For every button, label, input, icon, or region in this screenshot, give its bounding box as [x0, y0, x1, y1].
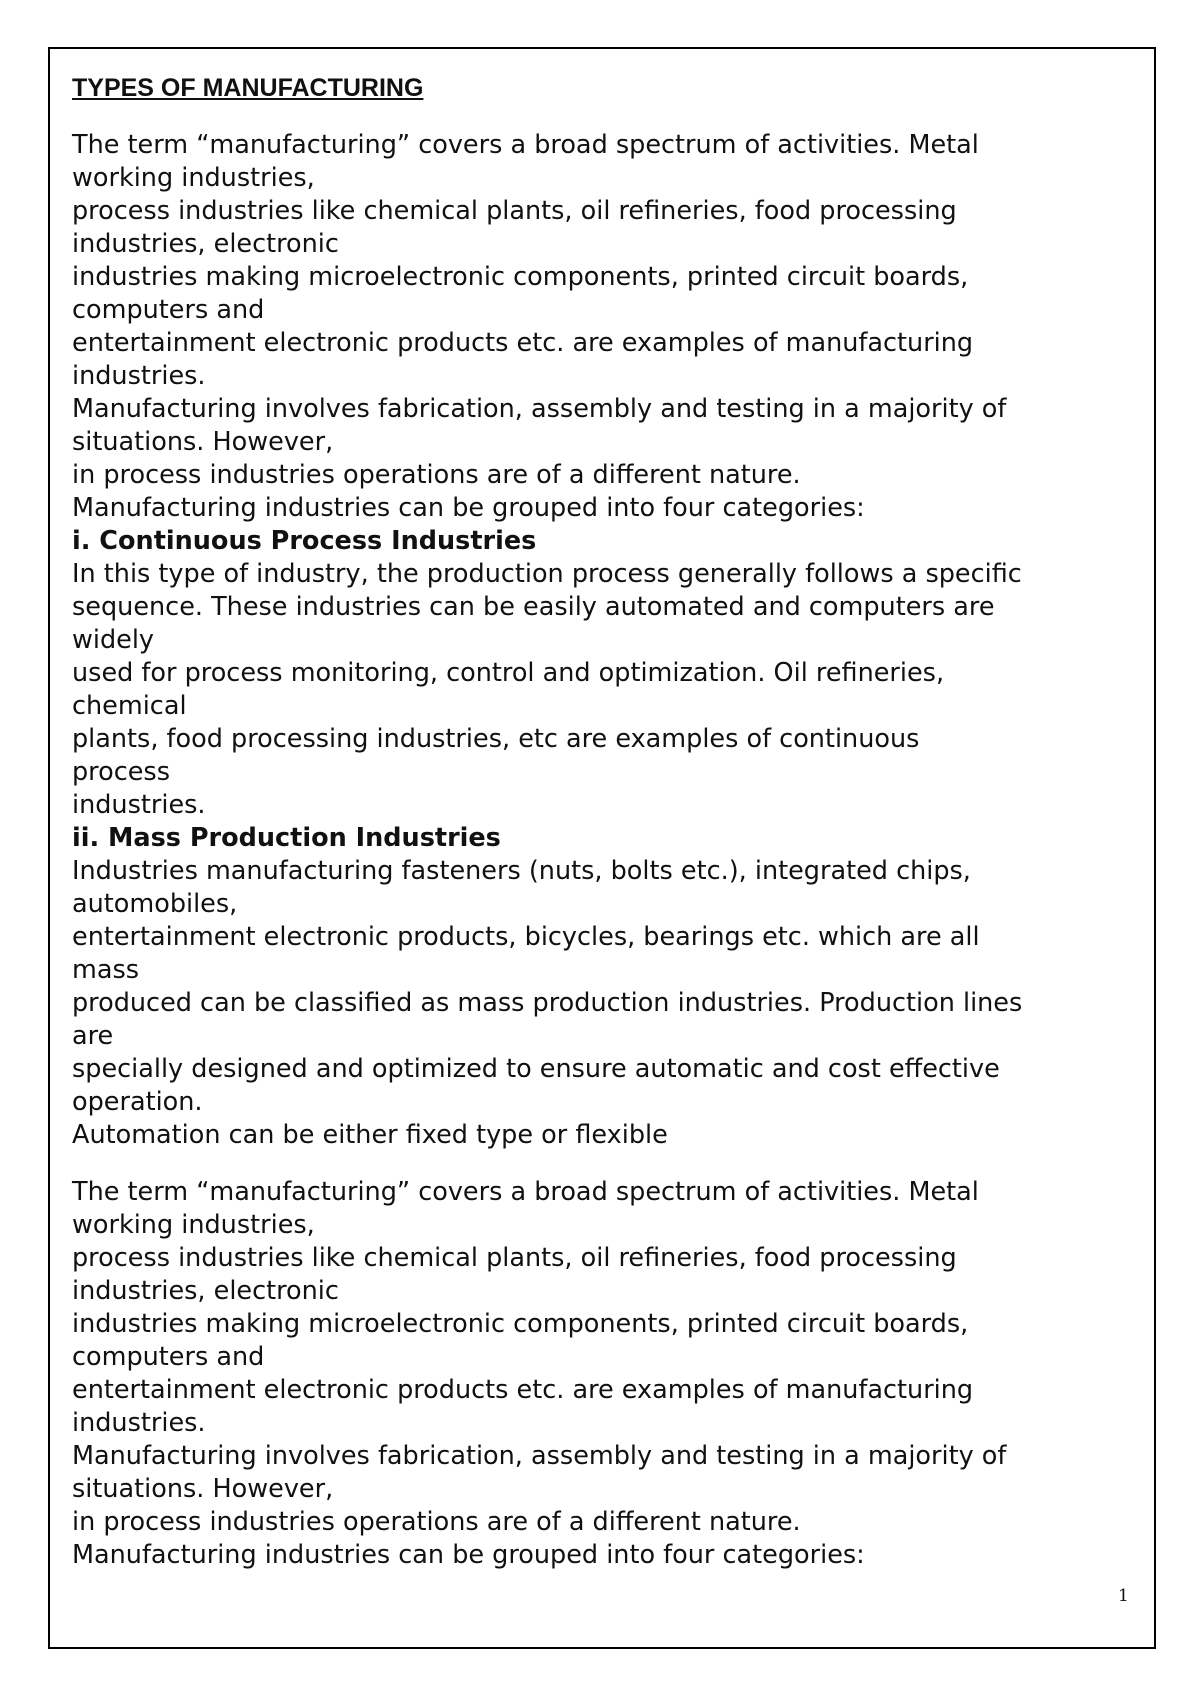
text-line: Manufacturing involves fabrication, assembly and testing in a majority of [72, 1441, 1007, 1471]
text-line: produced can be classified as mass production industries. Production lines [72, 988, 1023, 1018]
text-line: chemical [72, 691, 187, 721]
text-line: Industries manufacturing fasteners (nuts, bolts etc.), integrated chips, [72, 856, 971, 886]
text-line: The term “manufacturing” covers a broad spectrum of activities. Metal [72, 130, 979, 160]
text-line: Automation can be either fixed type or flexible [72, 1120, 668, 1150]
text-line: computers and [72, 1342, 265, 1372]
text-line: industries making microelectronic components, printed circuit boards, [72, 262, 969, 292]
text-line: used for process monitoring, control and optimization. Oil refineries, [72, 658, 945, 688]
text-line: industries, electronic [72, 1276, 339, 1306]
text-line: in process industries operations are of a different nature. [72, 1507, 801, 1537]
text-line: industries making microelectronic components, printed circuit boards, [72, 1309, 969, 1339]
text-line: Manufacturing industries can be grouped into four categories: [72, 1540, 865, 1570]
page-number: 1 [1118, 1586, 1129, 1606]
intro-paragraph-2 [72, 1176, 1142, 1572]
text-line: operation. [72, 1087, 203, 1117]
text-line: entertainment electronic products etc. are examples of manufacturing [72, 1375, 974, 1405]
document-title: TYPES OF MANUFACTURING [72, 74, 424, 102]
text-line: process industries like chemical plants, oil refineries, food processing [72, 1243, 957, 1273]
paragraph-gap [72, 1152, 1142, 1176]
text-line: industries. [72, 361, 206, 391]
text-line: working industries, [72, 1210, 315, 1240]
text-line: computers and [72, 295, 265, 325]
text-line: automobiles, [72, 889, 238, 919]
text-line: situations. However, [72, 1474, 334, 1504]
text-line: are [72, 1021, 114, 1051]
document-body [72, 72, 1142, 1572]
text-line: Manufacturing industries can be grouped into four categories: [72, 493, 865, 523]
text-line: working industries, [72, 163, 315, 193]
text-line: In this type of industry, the production process generally follows a specific [72, 559, 1022, 589]
text-line: specially designed and optimized to ensure automatic and cost effective [72, 1054, 1000, 1084]
text-line: plants, food processing industries, etc are examples of continuous [72, 724, 920, 754]
text-line: process [72, 757, 170, 787]
text-line: industries. [72, 1408, 206, 1438]
text-line: The term “manufacturing” covers a broad spectrum of activities. Metal [72, 1177, 979, 1207]
text-line: Manufacturing involves fabrication, assembly and testing in a majority of [72, 394, 1007, 424]
text-line: sequence. These industries can be easily automated and computers are [72, 592, 995, 622]
text-line: industries. [72, 790, 206, 820]
text-line: process industries like chemical plants, oil refineries, food processing [72, 196, 957, 226]
section-body-continuous-process [72, 558, 1142, 822]
text-line: mass [72, 955, 140, 985]
section-heading-continuous-process: i. Continuous Process Industries [72, 526, 537, 556]
text-line: entertainment electronic products, bicycles, bearings etc. which are all [72, 922, 980, 952]
section-heading-mass-production: ii. Mass Production Industries [72, 823, 501, 853]
text-line: industries, electronic [72, 229, 339, 259]
intro-paragraph-1 [72, 129, 1142, 525]
text-line: widely [72, 625, 154, 655]
text-line: entertainment electronic products etc. are examples of manufacturing [72, 328, 974, 358]
section-body-mass-production [72, 855, 1142, 1152]
text-line: in process industries operations are of a different nature. [72, 460, 801, 490]
text-line: situations. However, [72, 427, 334, 457]
